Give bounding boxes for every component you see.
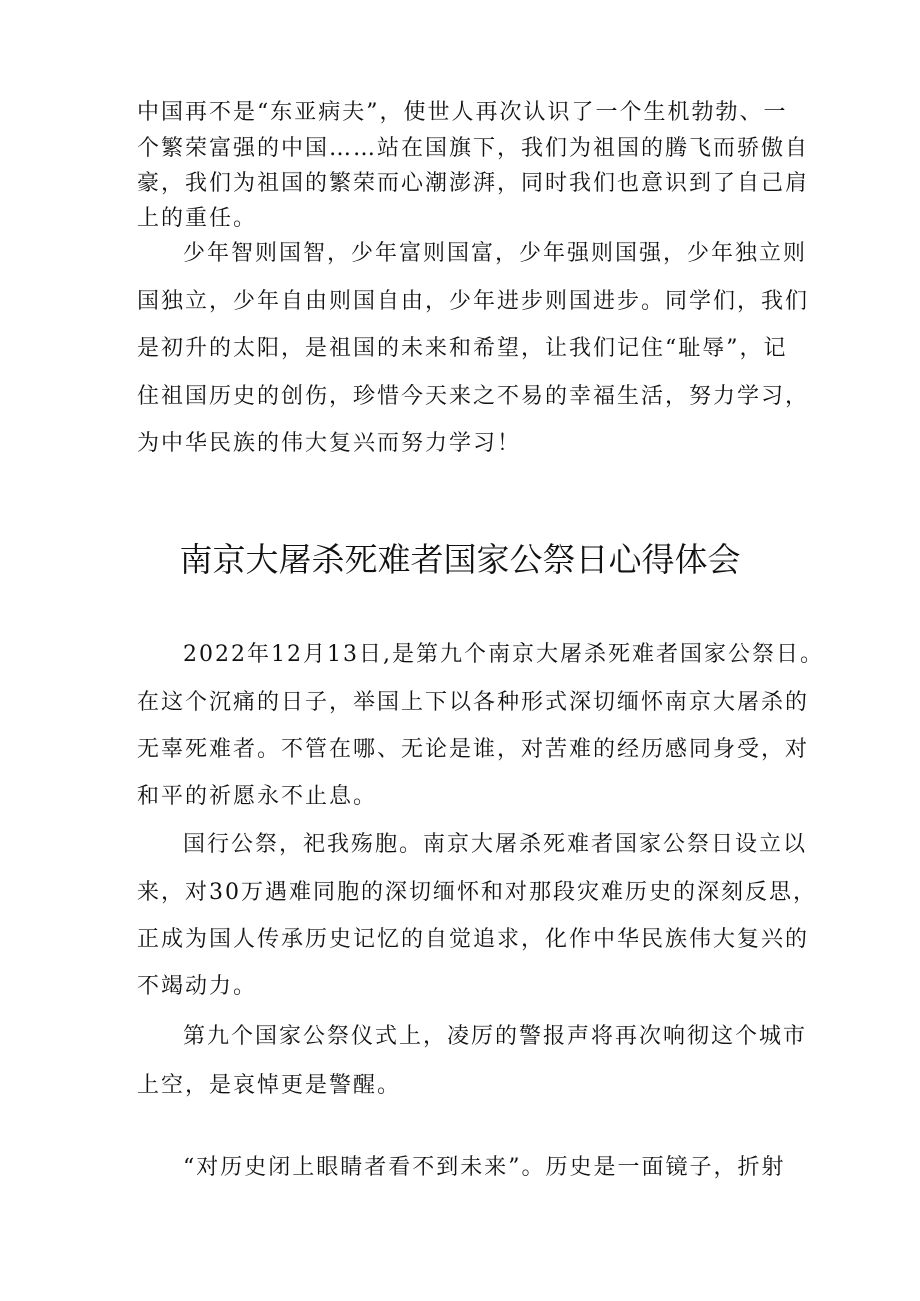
text-line: 住祖国历史的创伤，珍惜今天来之不易的幸福生活，努力学习， <box>137 384 810 409</box>
text-line: 第九个国家公祭仪式上，凌厉的警报声将再次响彻这个城市 <box>183 1024 808 1049</box>
text-line: 中国再不是“东亚病夫”，使世人再次认识了一个生机勃勃、一 <box>137 100 788 125</box>
text-line: 个繁荣富强的中国……站在国旗下，我们为祖国的腾飞而骄傲自 <box>137 136 810 161</box>
text-line: 上的重任。 <box>137 206 258 231</box>
text-line: 在这个沉痛的日子，举国上下以各种形式深切缅怀南京大屠杀的 <box>137 690 810 715</box>
text-line: 来，对30万遇难同胞的深切缅怀和对那段灾难历史的深刻反思， <box>137 880 817 905</box>
page-title: 南京大屠杀死难者国家公祭日心得体会 <box>179 540 741 579</box>
text-line: 无辜死难者。不管在哪、无论是谁，对苦难的经历感同身受，对 <box>137 737 810 762</box>
text-line: 不竭动力。 <box>137 974 258 999</box>
text-line: 是初升的太阳，是祖国的未来和希望，让我们记住“耻辱”，记 <box>137 336 788 361</box>
text-line: “对历史闭上眼睛者看不到未来”。历史是一面镜子，折射 <box>183 1155 786 1180</box>
text-line: 豪，我们为祖国的繁荣而心潮澎湃，同时我们也意识到了自己肩 <box>137 171 810 196</box>
text-line: 正成为国人传承历史记忆的自觉追求，化作中华民族伟大复兴的 <box>137 927 810 952</box>
text-line: 2022年12月13日,是第九个南京大屠杀死难者国家公祭日。 <box>183 642 824 667</box>
text-line: 少年智则国智，少年富则国富，少年强则国强，少年独立则 <box>183 241 808 266</box>
text-line: 上空，是哀悼更是警醒。 <box>137 1073 402 1098</box>
text-line: 国行公祭，祀我殇胞。南京大屠杀死难者国家公祭日设立以 <box>183 832 808 857</box>
text-line: 国独立，少年自由则国自由，少年进步则国进步。同学们，我们 <box>137 289 810 314</box>
text-line: 和平的祈愿永不止息。 <box>137 784 378 809</box>
text-line: 为中华民族的伟大复兴而努力学习！ <box>137 431 522 456</box>
